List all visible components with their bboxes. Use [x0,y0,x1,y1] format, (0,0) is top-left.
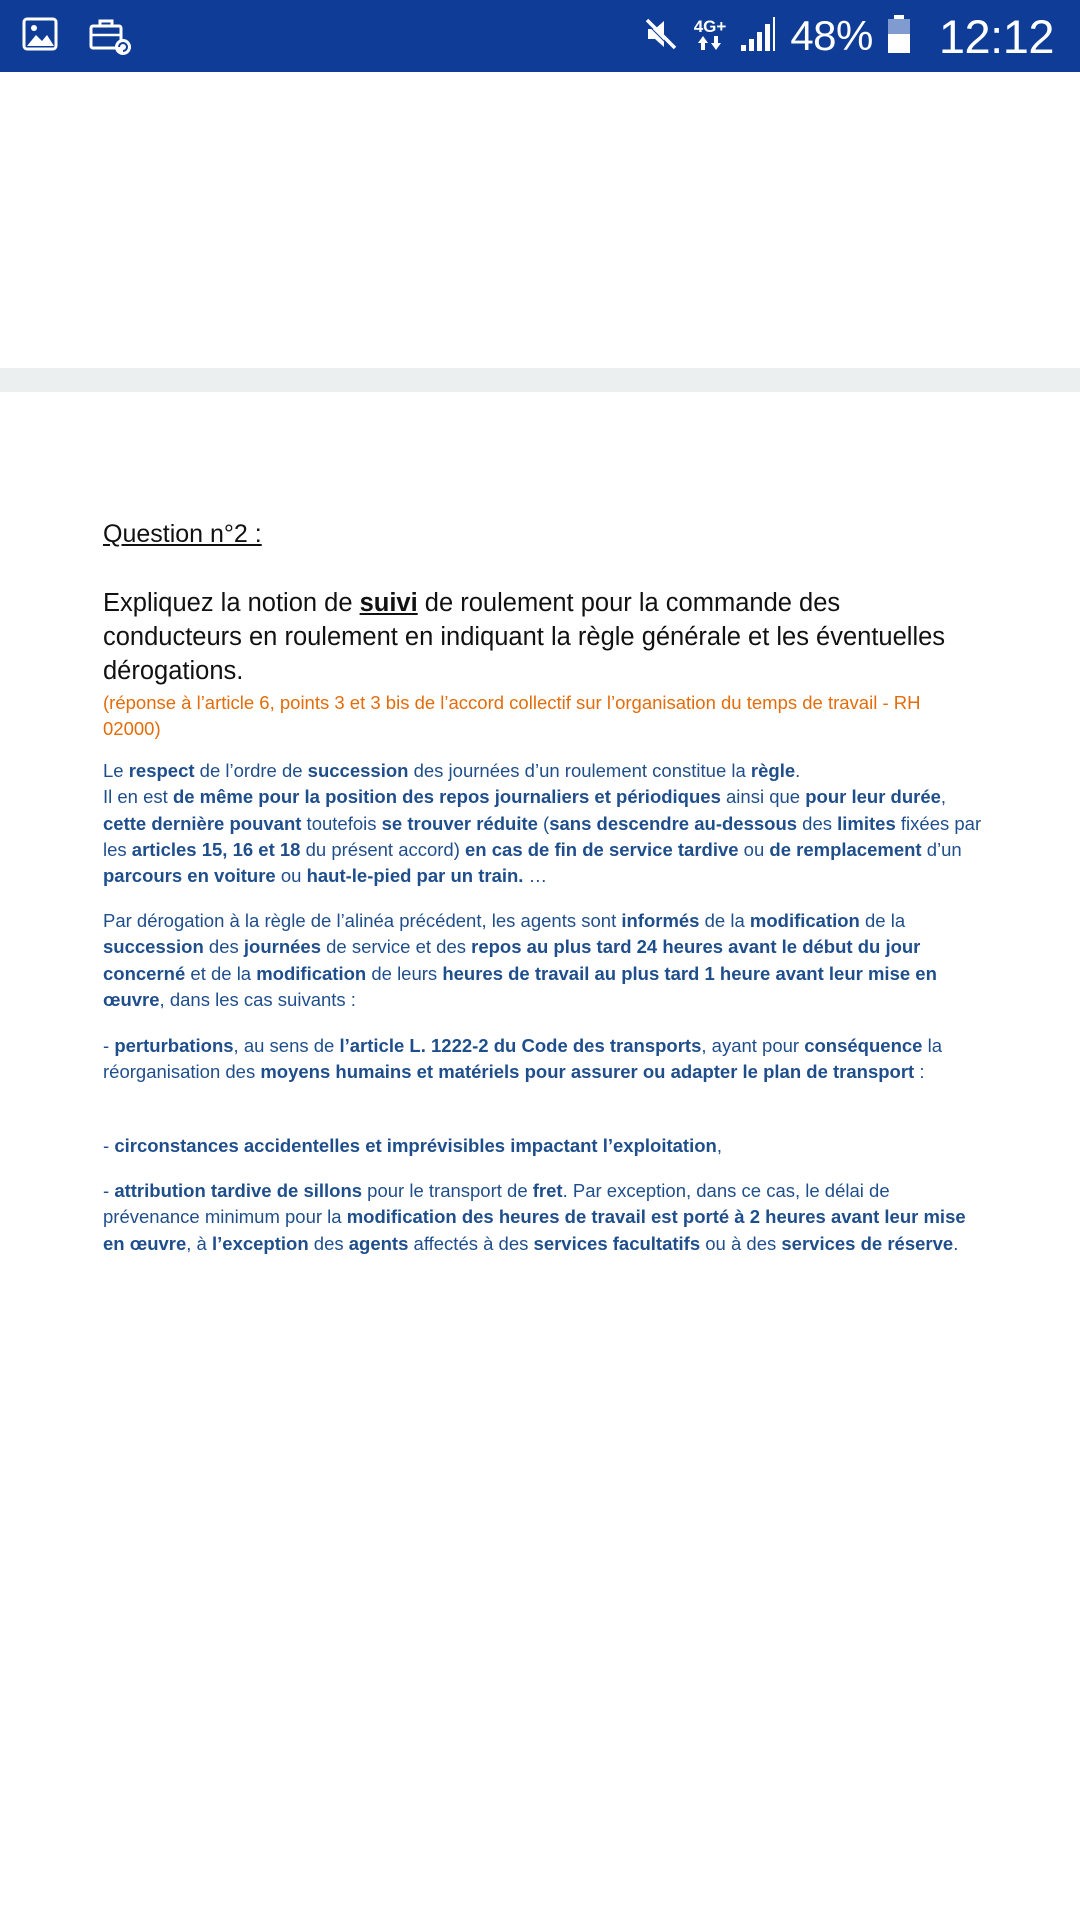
answer-emphasis: se trouver réduite [381,812,538,834]
answer-text: - [103,1035,115,1056]
system-status [642,10,1054,62]
answer-text: Le [103,760,129,781]
answer-text: , dans les cas suivants : [159,988,356,1010]
answer-text: - [103,1180,115,1201]
answer-text: : [914,1061,925,1083]
answer-text: - [103,1135,115,1156]
network-4g-icon [693,16,727,54]
answer-text: , à [186,1232,212,1254]
clock: 12:12 [938,9,1054,63]
answer-emphasis: parcours en voiture [103,865,276,887]
answer-text: Par dérogation à la règle de l’alinéa précédent, les agents sont [103,910,622,931]
answer-text: … [523,865,548,887]
answer-text: affectés à des [408,1232,534,1254]
answer-emphasis: conséquence [804,1035,923,1056]
answer-text: Il en est [103,786,173,808]
answer-item-perturbations [103,1033,983,1086]
answer-text: . [953,1232,959,1254]
answer-emphasis: fret [532,1180,563,1201]
answer-text: de leurs [366,962,443,984]
answer-text: de la [859,910,906,931]
answer-text: pour le transport de [362,1180,533,1201]
question-text [103,586,983,688]
answer-text: ou [738,838,770,860]
page-separator [0,368,1080,392]
answer-emphasis: l’exception [212,1232,309,1254]
answer-text: ( [537,812,550,834]
answer-emphasis: en cas de fin de service tardive [465,838,739,860]
answer-emphasis: de même pour la position des repos journaliers et périodiques [172,786,721,808]
answer-item-circonstances [103,1133,983,1159]
answer-text: du présent accord) [300,838,466,860]
reference-note: (réponse à l’article 6, points 3 et 3 bis de l’accord collectif sur l’organisation du temps de travail - RH 02000) [103,692,921,739]
answer-emphasis: services facultatifs [533,1232,701,1254]
previous-page-area [0,72,1080,368]
network-type: 4G+ [693,16,727,36]
answer-text: et de la [185,962,257,984]
answer-emphasis: limites [837,812,896,834]
answer-paragraph-derogation [103,908,983,1013]
answer-text: des [308,1232,349,1254]
answer-text: d’un [921,838,962,860]
question-keyword: suivi [359,589,418,617]
answer-emphasis: succession [307,760,409,781]
answer-emphasis: circonstances accidentelles et imprévisibles impactant l’exploitation [114,1135,717,1156]
answer-emphasis: règle [750,760,796,781]
answer-emphasis: cette dernière pouvant [103,812,302,834]
mute-icon [642,15,680,58]
answer-emphasis: informés [621,910,700,931]
answer-text: , ayant pour [701,1035,805,1056]
answer-emphasis: perturbations [114,1035,234,1056]
answer-text: toutefois [301,812,382,834]
answer-text: . Par exception, dans ce cas, le délai de prévenance minimum pour la [103,1180,890,1228]
answer-text: de service et des [321,936,472,958]
answer-paragraph-rule [103,758,983,889]
answer-emphasis: haut-le-pied par un train. [306,865,524,887]
answer-text: des journées d’un roulement constitue la [408,760,751,781]
answer-emphasis: repos au plus tard 24 heures avant le début du jour concerné [103,936,921,984]
answer-emphasis: agents [348,1232,409,1254]
answer-text: , [716,1135,722,1156]
answer-emphasis: respect [128,760,195,781]
answer-emphasis: journées [243,936,321,958]
answer-emphasis: sans descendre au-dessous [549,812,798,834]
answer-emphasis: de remplacement [769,838,922,860]
answer-text: la réorganisation des [103,1035,943,1083]
answer-text: ou [275,865,307,887]
question-text-part: de roulement pour la commande des conducteurs en roulement en indiquant la règle générale et les éventuelles dérogations. [103,589,946,685]
answer-emphasis: attribution tardive de sillons [114,1180,363,1201]
answer-emphasis: moyens humains et matériels pour assurer ou adapter le plan de transport [260,1061,915,1083]
gallery-icon [22,16,58,61]
answer-text: de l’ordre de [194,760,308,781]
answer-text: , au sens de [233,1035,340,1056]
answer-emphasis: pour leur durée [805,786,941,808]
answer-text: des [203,936,244,958]
signal-icon [740,15,776,58]
answer-text: ou à des [700,1232,782,1254]
answer-item-sillons [103,1178,983,1257]
answer-text: de la [699,910,750,931]
answer-emphasis: articles 15, 16 et 18 [131,838,301,860]
status-bar [0,0,1080,72]
question-text-part: Expliquez la notion de [103,589,360,617]
notification-icons [22,16,132,61]
answer-text: ainsi que [720,786,806,808]
answer-emphasis: modification [749,910,860,931]
briefcase-sync-icon [88,16,132,61]
answer-emphasis: services de réserve [781,1232,954,1254]
question-title: Question n°2 : [103,520,262,548]
answer-emphasis: modification [256,962,367,984]
answer-text: des [797,812,838,834]
answer-text: , [940,786,947,808]
battery-percentage: 48% [790,12,873,59]
answer-text: fixées par les [103,812,982,860]
answer-emphasis: modification des heures de travail est porté à 2 heures avant leur mise en œuvre [103,1206,966,1254]
answer-emphasis: succession [103,936,204,958]
battery-icon [887,14,911,59]
answer-emphasis: l’article L. 1222-2 du Code des transports [339,1035,702,1056]
answer-text: . [795,760,801,781]
answer-emphasis: heures de travail au plus tard 1 heure avant leur mise en œuvre [103,962,937,1010]
